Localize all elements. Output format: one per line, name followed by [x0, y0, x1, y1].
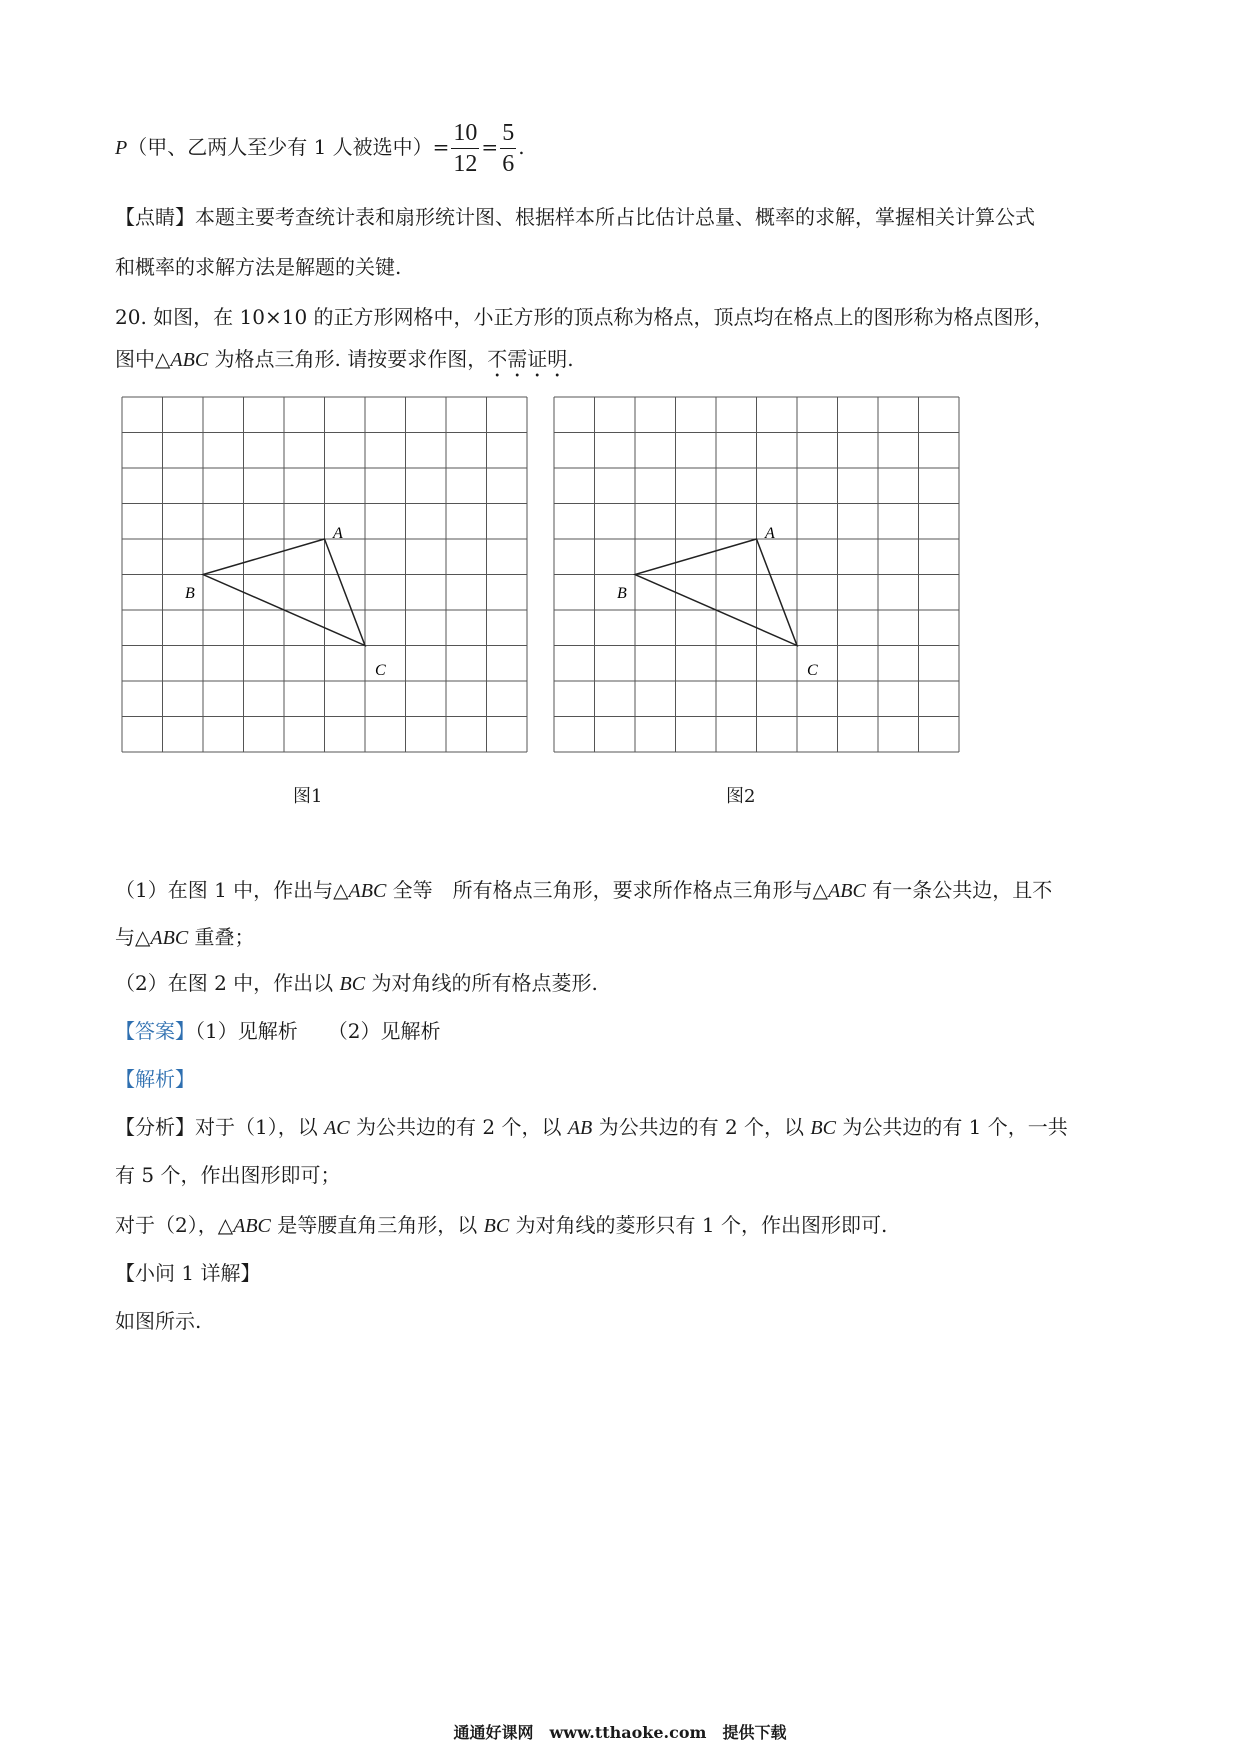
subquestion-1-header: 【小问 1 详解】	[115, 1261, 261, 1285]
dianjing-line-1: 【点睛】本题主要考查统计表和扇形统计图、根据样本所占比估计总量、概率的求解，掌握相关计算公式	[115, 205, 1035, 229]
label-a: A	[765, 525, 775, 542]
figure-1-grid	[120, 395, 540, 770]
part-1-line-1: （1）在图 1 中，作出与△ABC 全等 所有格点三角形，要求所作格点三角形与△ABC 有一条公共边，且不	[115, 878, 1053, 902]
fraction-5-6: $\frac{5}{6}$	[502, 120, 515, 177]
part-1-line-2: 与△ABC 重叠；	[115, 925, 255, 949]
fraction-10-12: $\frac{10}{12}$	[453, 120, 478, 177]
figure-2-grid	[552, 395, 972, 770]
emphasis-text: 不需证明	[487, 347, 568, 371]
label-c: C	[807, 662, 818, 679]
label-c: C	[375, 662, 386, 679]
answer-tag: 【答案】	[115, 1019, 195, 1043]
figure-2-caption: 图2	[726, 786, 756, 807]
figure-1-caption: 图1	[293, 786, 323, 807]
part-2-line: （2）在图 2 中，作出以 BC 为对角线的所有格点菱形.	[115, 971, 598, 995]
fenxi-line-2: 有 5 个，作出图形即可；	[115, 1163, 341, 1187]
analysis-part-2-line: 对于（2），△ABC 是等腰直角三角形，以 BC 为对角线的菱形只有 1 个，作出图形即可.	[115, 1213, 888, 1237]
prob-symbol: P	[115, 137, 128, 159]
as-shown-text: 如图所示.	[115, 1309, 202, 1333]
label-b: B	[617, 585, 627, 602]
answer-line: 【答案】（1）见解析 （2）见解析	[115, 1019, 441, 1043]
footer-source: 通通好课网 www.tthaoke.com 提供下载	[453, 1723, 787, 1742]
label-b: B	[185, 585, 195, 602]
question-20-line-1: 20. 如图，在 10×10 的正方形网格中，小正方形的顶点称为格点，顶点均在格点上的图形称为格点图形，	[115, 305, 1054, 329]
label-a: A	[333, 525, 343, 542]
question-20-line-2: 图中△ABC 为格点三角形. 请按要求作图，不需证明.	[115, 347, 574, 371]
dianjing-line-2: 和概率的求解方法是解题的关键.	[115, 255, 402, 279]
fenxi-line-1: 【分析】对于（1），以 AC 为公共边的有 2 个，以 AB 为公共边的有 2 个，以 BC 为公共边的有 1 个，一共	[115, 1115, 1068, 1139]
prob-text: （甲、乙两人至少有 1 人被选中）=	[127, 135, 450, 159]
jiexi-tag: 【解析】	[115, 1067, 195, 1091]
probability-line: P（甲、乙两人至少有 1 人被选中）= $\frac{10}{12}$ = $\frac{5}{6}$ .	[115, 120, 525, 177]
